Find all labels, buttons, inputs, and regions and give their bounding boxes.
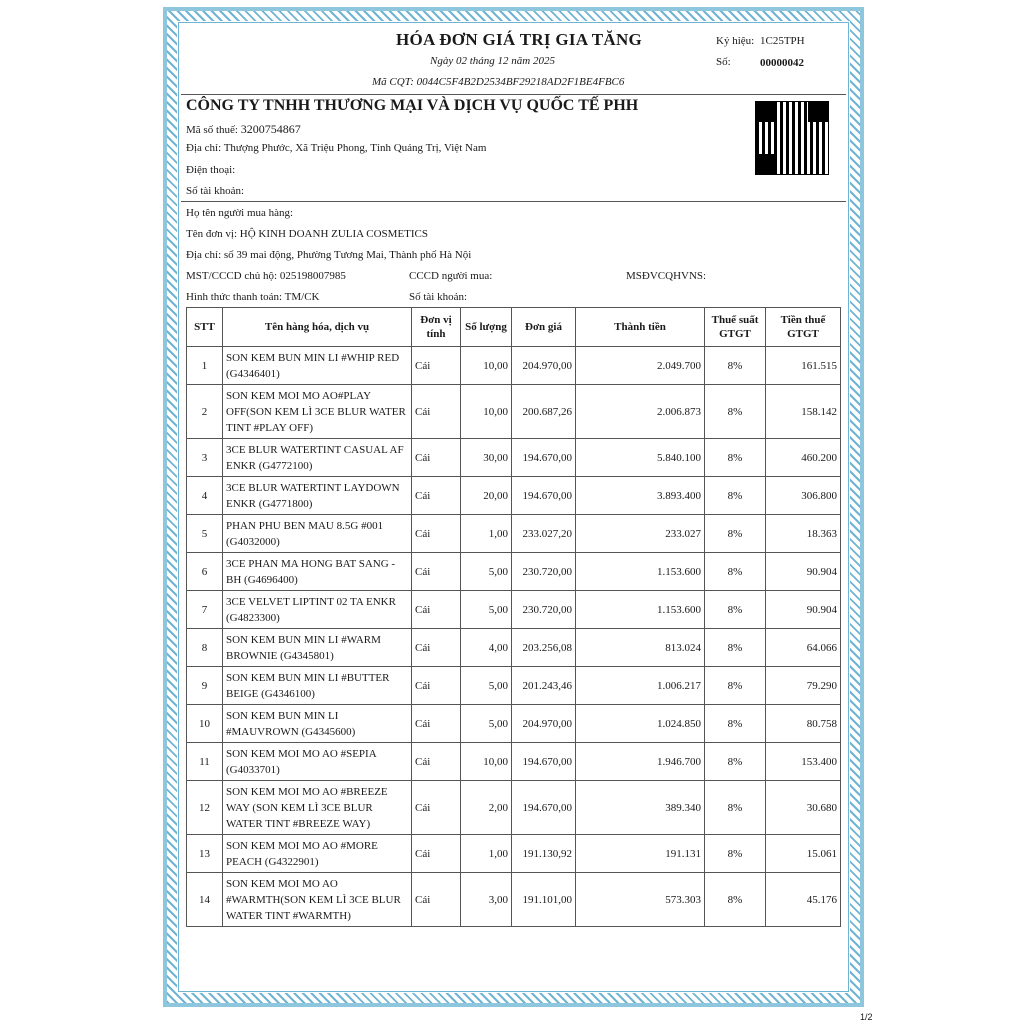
cell-unit: Cái [412,629,461,667]
cell-stt: 6 [187,553,223,591]
cell-rate: 8% [705,477,766,515]
cell-name: 3CE VELVET LIPTINT 02 TA ENKR (G4823300) [223,591,412,629]
cell-name: SON KEM MOI MO AO #BREEZE WAY (SON KEM LÌ 3CE BLUR WATER TINT #BREEZE WAY) [223,781,412,835]
buyer-address-label: Địa chỉ: [186,249,222,261]
cell-amount: 1.153.600 [576,591,705,629]
seller-address-label: Địa chỉ: [186,142,222,154]
buyer-unit-row [186,228,428,240]
cell-rate: 8% [705,515,766,553]
items-table [186,307,841,927]
table-row [187,347,841,385]
divider [181,201,846,202]
table-row [187,667,841,705]
seller-account-label: Số tài khoản: [186,185,245,197]
cell-qty: 30,00 [461,439,512,477]
col-header-name: Tên hàng hóa, dịch vụ [223,308,412,347]
cell-tax: 30.680 [766,781,841,835]
cell-qty: 5,00 [461,591,512,629]
cell-stt: 1 [187,347,223,385]
seller-tax-label: Mã số thuế: [186,124,238,136]
buyer-mst-row [186,270,346,282]
cell-amount: 1.946.700 [576,743,705,781]
cell-tax: 161.515 [766,347,841,385]
cell-rate: 8% [705,667,766,705]
cell-rate: 8% [705,743,766,781]
cell-name: SON KEM MOI MO AO#PLAY OFF(SON KEM LÌ 3CE BLUR WATER TINT #PLAY OFF) [223,385,412,439]
cell-rate: 8% [705,835,766,873]
payment-label: Hình thức thanh toán: [186,291,283,303]
cqt-code: Mã CQT: 0044C5F4B2D2534BF29218AD2F1BE4FBC6 [372,76,625,88]
cell-price: 194.670,00 [512,743,576,781]
cell-price: 230.720,00 [512,591,576,629]
cell-tax: 90.904 [766,553,841,591]
cell-name: 3CE BLUR WATERTINT CASUAL AF ENKR (G4772100) [223,439,412,477]
table-header-row [187,308,841,347]
cell-stt: 4 [187,477,223,515]
cell-amount: 2.049.700 [576,347,705,385]
cell-stt: 11 [187,743,223,781]
cell-price: 191.130,92 [512,835,576,873]
invoice-title: HÓA ĐƠN GIÁ TRỊ GIA TĂNG [396,30,643,49]
cell-name: SON KEM MOI MO AO #SEPIA (G4033701) [223,743,412,781]
table-row [187,705,841,743]
cell-amount: 191.131 [576,835,705,873]
buyer-cccd-label: CCCD người mua: [409,270,493,282]
seller-name: CÔNG TY TNHH THƯƠNG MẠI VÀ DỊCH VỤ QUỐC TẾ PHH [186,97,639,114]
cell-qty: 10,00 [461,347,512,385]
cell-qty: 1,00 [461,515,512,553]
cell-unit: Cái [412,477,461,515]
table-row [187,515,841,553]
cell-amount: 1.024.850 [576,705,705,743]
cell-rate: 8% [705,591,766,629]
cell-unit: Cái [412,667,461,705]
cell-amount: 2.006.873 [576,385,705,439]
cell-rate: 8% [705,553,766,591]
cell-qty: 10,00 [461,743,512,781]
cell-stt: 2 [187,385,223,439]
cell-price: 200.687,26 [512,385,576,439]
buyer-address-row [186,249,471,261]
cell-qty: 2,00 [461,781,512,835]
cell-name: SON KEM MOI MO AO #WARMTH(SON KEM LÌ 3CE BLUR WATER TINT #WARMTH) [223,873,412,927]
cell-price: 194.670,00 [512,477,576,515]
payment-row [186,291,320,303]
cell-stt: 14 [187,873,223,927]
cell-name: SON KEM BUN MIN LI #MAUVROWN (G4345600) [223,705,412,743]
cell-unit: Cái [412,553,461,591]
cell-tax: 460.200 [766,439,841,477]
cell-amount: 1.153.600 [576,553,705,591]
page-number: 1/2 [860,1012,873,1022]
cell-qty: 5,00 [461,553,512,591]
col-header-qty: Số lượng [461,308,512,347]
buyer-mst-label: MST/CCCD chủ hộ: [186,270,278,282]
cell-unit: Cái [412,347,461,385]
qr-code [756,102,828,174]
buyer-unit-label: Tên đơn vị: [186,228,238,240]
cell-qty: 20,00 [461,477,512,515]
cell-name: 3CE PHAN MA HONG BAT SANG - BH (G4696400) [223,553,412,591]
buyer-account-label: Số tài khoản: [409,291,468,303]
cell-rate: 8% [705,873,766,927]
table-row [187,743,841,781]
cell-unit: Cái [412,591,461,629]
cell-qty: 3,00 [461,873,512,927]
cell-stt: 8 [187,629,223,667]
cell-tax: 18.363 [766,515,841,553]
invoice-date: Ngày 02 tháng 12 năm 2025 [430,55,555,67]
cell-name: SON KEM MOI MO AO #MORE PEACH (G4322901) [223,835,412,873]
cell-rate: 8% [705,781,766,835]
table-row [187,439,841,477]
cell-price: 203.256,08 [512,629,576,667]
cell-price: 230.720,00 [512,553,576,591]
cell-qty: 4,00 [461,629,512,667]
buyer-msdv-label: MSĐVCQHVNS: [626,270,707,282]
cell-qty: 10,00 [461,385,512,439]
buyer-unit-value: HỘ KINH DOANH ZULIA COSMETICS [239,228,429,240]
col-header-tax: Tiền thuế GTGT [766,308,841,347]
col-header-stt: STT [187,308,223,347]
cell-amount: 389.340 [576,781,705,835]
cell-stt: 5 [187,515,223,553]
table-row [187,385,841,439]
cell-name: SON KEM BUN MIN LI #WHIP RED (G4346401) [223,347,412,385]
number-label: Số: [716,56,731,68]
cell-qty: 5,00 [461,667,512,705]
cell-stt: 12 [187,781,223,835]
cell-amount: 573.303 [576,873,705,927]
col-header-unit: Đơn vị tính [412,308,461,347]
cell-amount: 3.893.400 [576,477,705,515]
cell-price: 194.670,00 [512,781,576,835]
cell-unit: Cái [412,705,461,743]
cell-tax: 45.176 [766,873,841,927]
col-header-amount: Thành tiền [576,308,705,347]
seller-tax-value: 3200754867 [240,122,301,136]
cell-price: 201.243,46 [512,667,576,705]
cell-tax: 15.061 [766,835,841,873]
seller-tax-row [186,122,301,137]
buyer-name-label: Họ tên người mua hàng: [186,207,294,219]
cell-tax: 80.758 [766,705,841,743]
cell-qty: 1,00 [461,835,512,873]
cell-stt: 10 [187,705,223,743]
cell-amount: 233.027 [576,515,705,553]
cell-tax: 79.290 [766,667,841,705]
cell-stt: 13 [187,835,223,873]
cell-rate: 8% [705,705,766,743]
table-row [187,629,841,667]
cell-tax: 90.904 [766,591,841,629]
cell-tax: 306.800 [766,477,841,515]
buyer-address-value: số 39 mai động, Phường Tương Mai, Thành phố Hà Nội [223,249,472,261]
cell-rate: 8% [705,629,766,667]
table-row [187,477,841,515]
table-row [187,873,841,927]
cell-unit: Cái [412,873,461,927]
cell-price: 233.027,20 [512,515,576,553]
symbol-value: 1C25TPH [760,35,805,47]
cell-price: 194.670,00 [512,439,576,477]
table-row [187,591,841,629]
cell-price: 204.970,00 [512,347,576,385]
cell-unit: Cái [412,781,461,835]
col-header-rate: Thuế suất GTGT [705,308,766,347]
cell-unit: Cái [412,439,461,477]
cell-unit: Cái [412,835,461,873]
col-header-price: Đơn giá [512,308,576,347]
cell-amount: 813.024 [576,629,705,667]
cell-stt: 7 [187,591,223,629]
cell-rate: 8% [705,347,766,385]
cell-tax: 153.400 [766,743,841,781]
cell-name: SON KEM BUN MIN LI #BUTTER BEIGE (G4346100) [223,667,412,705]
cell-unit: Cái [412,743,461,781]
symbol-label: Ký hiệu: [716,35,755,47]
cell-name: SON KEM BUN MIN LI #WARM BROWNIE (G4345801) [223,629,412,667]
cell-unit: Cái [412,385,461,439]
payment-value: TM/CK [284,291,320,303]
cell-rate: 8% [705,385,766,439]
cell-price: 191.101,00 [512,873,576,927]
cell-qty: 5,00 [461,705,512,743]
cell-amount: 5.840.100 [576,439,705,477]
number-value: 00000042 [760,57,804,69]
cell-stt: 3 [187,439,223,477]
cell-stt: 9 [187,667,223,705]
cell-rate: 8% [705,439,766,477]
cell-price: 204.970,00 [512,705,576,743]
cell-tax: 158.142 [766,385,841,439]
cell-name: 3CE BLUR WATERTINT LAYDOWN ENKR (G4771800) [223,477,412,515]
cell-amount: 1.006.217 [576,667,705,705]
seller-phone-label: Điện thoại: [186,164,236,176]
table-row [187,553,841,591]
buyer-mst-value: 025198007985 [279,270,346,282]
divider [181,94,846,95]
cell-name: PHAN PHU BEN MAU 8.5G #001 (G4032000) [223,515,412,553]
seller-address-row [186,142,486,154]
cell-unit: Cái [412,515,461,553]
cell-tax: 64.066 [766,629,841,667]
seller-address-value: Thượng Phước, Xã Triệu Phong, Tỉnh Quảng Trị, Việt Nam [223,142,487,154]
table-row [187,835,841,873]
table-row [187,781,841,835]
